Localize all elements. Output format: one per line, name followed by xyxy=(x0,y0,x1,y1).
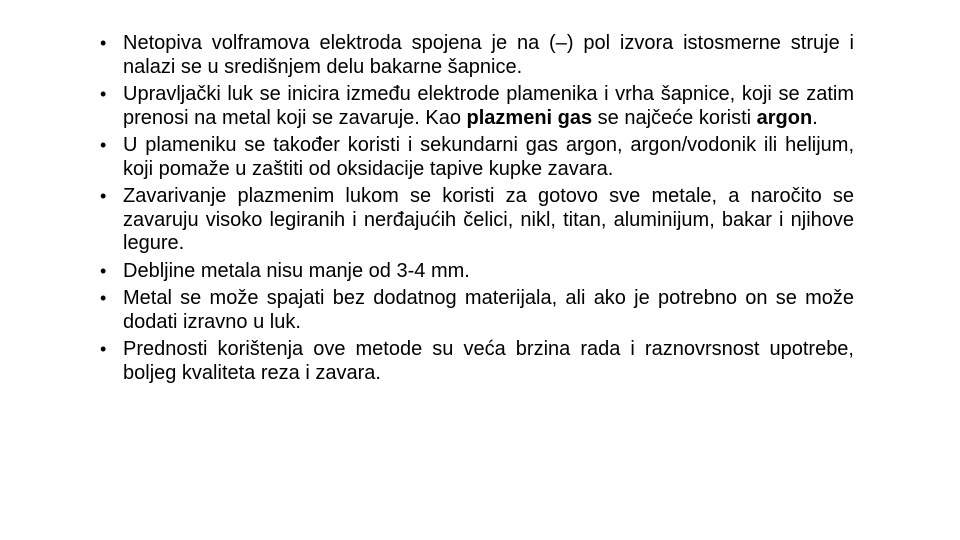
bullet-item xyxy=(100,260,854,284)
bullet-text: U plameniku se također koristi i sekundarni gas argon, argon/vodonik ili helijum, koji pomaže u zaštiti od oksidacije tapive kupke zavara. xyxy=(123,134,854,180)
bullet-dot-icon: • xyxy=(100,260,107,281)
bullet-text: Metal se može spajati bez dodatnog materijala, ali ako je potrebno on se može dodati izravno u luk. xyxy=(123,287,854,333)
bullet-text: Netopiva volframova elektroda spojena je na (–) pol izvora istosmerne struje i nalazi se u središnjem delu bakarne šapnice. xyxy=(123,32,854,78)
bullet-item xyxy=(100,338,854,385)
bullet-text: Debljine metala nisu manje od 3-4 mm. xyxy=(123,259,470,282)
bullet-dot-icon: • xyxy=(100,135,107,155)
bullet-list xyxy=(100,32,854,389)
bullet-text: se najčeće koristi xyxy=(592,106,757,129)
bullet-dot-icon: • xyxy=(100,84,107,104)
bullet-dot-icon: • xyxy=(100,339,107,359)
bullet-text: Upravljački luk se inicira između elektrode plamenika i vrha šapnice, koji se zatim prenosi na metal koji se zavaruje. Kao xyxy=(123,83,854,129)
bullet-text: . xyxy=(812,106,818,129)
bullet-text: Zavarivanje plazmenim lukom se koristi za gotovo sve metale, a naročito se zavaruju visoko legiranih i nerđajućih čelici, nikl, titan, aluminijum, bakar i njihove legure. xyxy=(123,185,854,254)
bullet-item xyxy=(100,287,854,334)
bullet-dot-icon: • xyxy=(100,288,107,308)
bullet-dot-icon: • xyxy=(100,186,107,206)
bullet-dot-icon: • xyxy=(100,33,107,53)
bullet-text: Prednosti korištenja ove metode su veća brzina rada i raznovrsnost upotrebe, boljeg kvaliteta reza i zavara. xyxy=(123,338,854,384)
bullet-item xyxy=(100,185,854,256)
bullet-item xyxy=(100,83,854,130)
bullet-item xyxy=(100,32,854,79)
bullet-bold-term: argon xyxy=(756,106,813,129)
bullet-bold-term: plazmeni gas xyxy=(466,106,593,129)
bullet-item xyxy=(100,134,854,181)
